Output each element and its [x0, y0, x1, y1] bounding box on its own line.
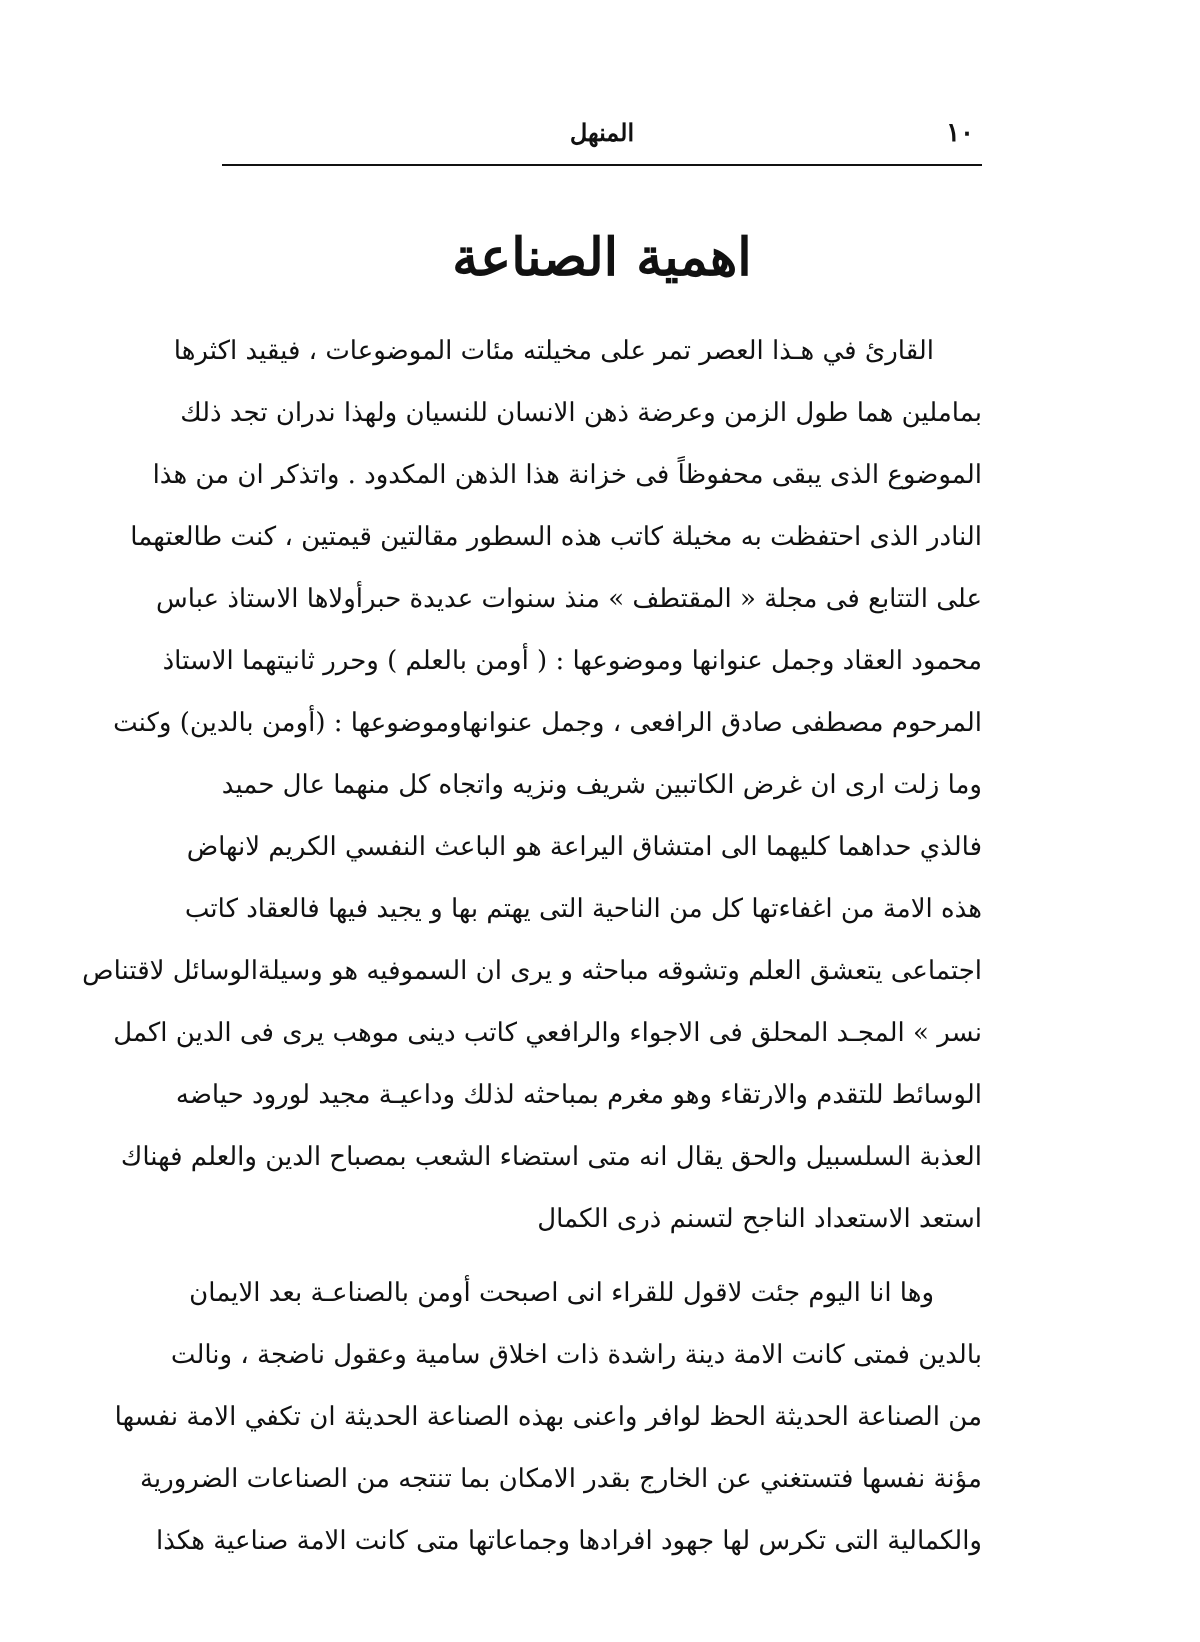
text-line: المرحوم مصطفى صادق الرافعى ، وجمل عنوانهاوموضوعها : (أومن بالدين) وكنت: [113, 708, 982, 738]
text-line: من الصناعة الحديثة الحظ لوافر واعنى بهذه الصناعة الحديثة ان تكفي الامة نفسها: [114, 1402, 982, 1432]
text-line: نسر » المجـد المحلق فى الاجواء والرافعي كاتب دينى موهب يرى فى الدين اكمل: [113, 1018, 982, 1048]
text-line: فالذي حداهما كليهما الى امتشاق اليراعة هو الباعث النفسي الكريم لانهاض: [186, 832, 982, 862]
text-line: النادر الذى احتفظت به مخيلة كاتب هذه السطور مقالتين قيمتين ، كنت طالعتهما: [130, 522, 982, 552]
text-line: اجتماعى يتعشق العلم وتشوقه مباحثه و يرى ان السموفيه هو وسيلةالوسائل لاقتناص: [82, 956, 982, 986]
text-line: وما زلت ارى ان غرض الكاتبين شريف ونزيه واتجاه كل منهما عال حميد: [221, 770, 982, 800]
text-line: محمود العقاد وجمل عنوانها وموضوعها : ( أومن بالعلم ) وحرر ثانيتهما الاستاذ: [162, 646, 982, 676]
paragraph-2: [114, 1262, 982, 1572]
text-line: على التتابع فى مجلة « المقتطف » منذ سنوات عديدة حبرأولاها الاستاذ عباس: [156, 584, 982, 614]
text-line: هذه الامة من اغفاءتها كل من الناحية التى يهتم بها و يجيد فيها فالعقاد كاتب: [184, 894, 982, 924]
text-line: الوسائط للتقدم والارتقاء وهو مغرم بمباحثه لذلك وداعيـة مجيد لورود حياضه: [175, 1080, 982, 1110]
page-number: ١٠: [946, 118, 974, 148]
text-line: الموضوع الذى يبقى محفوظاً فى خزانة هذا الذهن المكدود . واتذكر ان من هذا: [152, 460, 982, 490]
text-line: القارئ في هـذا العصر تمر على مخيلته مئات الموضوعات ، فيقيد اكثرها: [173, 336, 934, 366]
text-line: والكمالية التى تكرس لها جهود افرادها وجماعاتها متى كانت الامة صناعية هكذا: [156, 1526, 982, 1556]
text-line: وها انا اليوم جئت لاقول للقراء انى اصبحت أومن بالصناعـة بعد الايمان: [189, 1278, 934, 1308]
paragraph-gap: [222, 1250, 982, 1262]
text-line: بماملين هما طول الزمن وعرضة ذهن الانسان للنسيان ولهذا ندران تجد ذلك: [180, 398, 982, 428]
article-body: [82, 320, 982, 1572]
text-line: بالدين فمتى كانت الامة دينة راشدة ذات اخلاق سامية وعقول ناضجة ، ونالت: [170, 1340, 982, 1370]
article-title: اهمية الصناعة: [452, 227, 752, 288]
running-header: [222, 118, 982, 158]
paragraph-1: [82, 320, 982, 1250]
text-line: استعد الاستعداد الناجح لتسنم ذرى الكمال: [537, 1204, 982, 1234]
header-rule: [222, 164, 982, 166]
text-line: مؤنة نفسها فتستغني عن الخارج بقدر الامكان بما تنتجه من الصناعات الضرورية: [139, 1464, 982, 1494]
journal-name: المنهل: [569, 118, 635, 147]
text-line: العذبة السلسبيل والحق يقال انه متى استضاء الشعب بمصباح الدين والعلم فهناك: [120, 1142, 982, 1172]
